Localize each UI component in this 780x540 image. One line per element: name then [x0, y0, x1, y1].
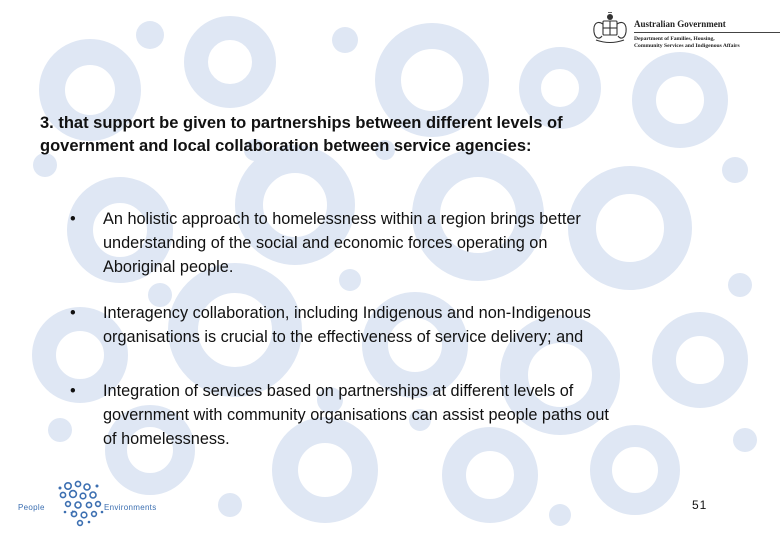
bullet-line: Interagency collaboration, including Indigenous and non-Indigenous: [103, 304, 591, 322]
bullet-line: government with community organisations can assist people paths out: [103, 406, 609, 424]
logo-word-people: People: [18, 503, 45, 512]
government-title: Australian Government: [634, 19, 726, 29]
bullet-list: [62, 207, 742, 451]
department-name: [634, 36, 740, 50]
bullet-line: Integration of services based on partnerships at different levels of: [103, 382, 574, 400]
bullet-marker: •: [70, 382, 76, 400]
bullet-item: [62, 207, 742, 301]
logo-word-environments: Environments: [104, 503, 157, 512]
bullet-line: An holistic approach to homelessness within a region brings better: [103, 210, 581, 228]
bullet-line: organisations is crucial to the effectiveness of service delivery; and: [103, 328, 584, 346]
page-number: 51: [692, 498, 708, 512]
bullet-line: understanding of the social and economic forces operating on: [103, 234, 548, 252]
people-environments-logo: [16, 478, 166, 532]
department-line: Department of Families, Housing,: [634, 36, 715, 42]
dot-cluster-icon: [52, 478, 108, 528]
australian-government-logo: [588, 12, 778, 64]
logo-divider: [634, 32, 780, 33]
bullet-marker: •: [70, 210, 76, 228]
department-line: Community Services and Indigenous Affairs: [634, 43, 740, 49]
heading-line: government and local collaboration between service agencies:: [40, 137, 532, 155]
bullet-item: [62, 379, 742, 451]
bullet-line: Aboriginal people.: [103, 258, 234, 276]
heading-line: 3. that support be given to partnerships between different levels of: [40, 114, 563, 132]
slide-heading: [40, 112, 730, 158]
bullet-line: of homelessness.: [103, 430, 230, 448]
bullet-item: [62, 301, 742, 379]
bullet-marker: •: [70, 304, 76, 322]
logo-plus-sign: +: [70, 508, 75, 517]
coat-of-arms-icon: [588, 12, 632, 46]
